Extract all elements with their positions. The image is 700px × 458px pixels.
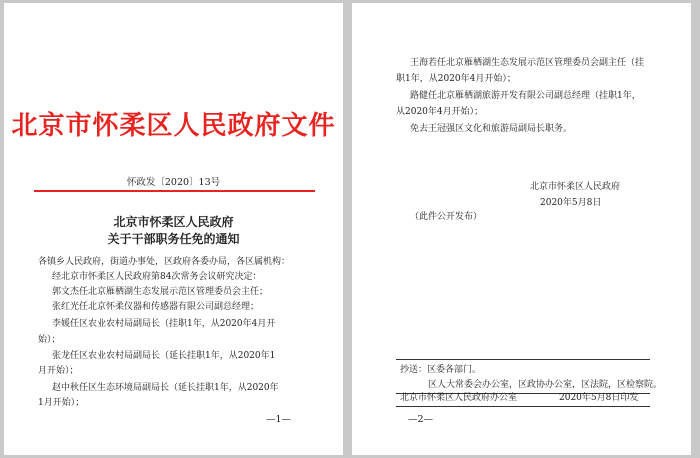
body-line: 职1年，从2020年4月开始）； [396,74,516,84]
red-divider-line [34,190,315,192]
issue-date: 2020年5月8日印发 [559,393,639,403]
cc-recipients: 抄送：区委各部门。 [400,365,482,375]
body-line: 月开始）； [38,366,79,376]
document-number: 怀政发〔2020〕13号 [126,177,221,188]
body-line: 赵中秋任区生态环境局副局长（延长挂职1年，从2020年 [52,383,279,393]
public-release-note: （此件公开发布） [410,212,483,222]
notice-title-line1: 北京市怀柔区人民政府 [113,215,234,229]
body-line: 始）； [38,335,61,345]
body-line: 从2020年4月开始）； [396,107,484,117]
signing-organization: 北京市怀柔区人民政府 [530,182,621,192]
document-page-2 [352,3,691,455]
signing-date: 2020年5月8日 [540,198,602,208]
body-line: 郭文杰任北京雁栖湖生态发展示范区管理委员会主任； [52,287,269,297]
cc-recipients-continued: 区人大常委会办公室，区政协办公室，区法院，区检察院。 [428,380,663,390]
page-number: —2— [408,414,434,425]
document-page-1 [4,3,343,455]
cc-top-rule [396,359,650,360]
body-line: 路健任北京雁栖湖旅游开发有限公司副总经理（挂职1年， [410,91,641,101]
red-header-title: 北京市怀柔区人民政府文件 [11,111,336,141]
body-line: 李媛任区农业农村局副局长（挂职1年，从2020年4月开 [52,319,276,329]
cc-bottom-rule [396,406,650,407]
body-line: 王海若任北京雁栖湖生态发展示范区管理委员会副主任（挂 [410,58,645,68]
body-line: 张红光任北京怀柔仪器和传感器有限公司副总经理； [52,302,260,312]
page-number: —1— [266,414,292,425]
body-line: 1月开始）； [38,398,85,408]
body-line: 各镇乡人民政府，街道办事处，区政府各委办局，各区属机构： [38,257,291,267]
body-line: 免去王冠强区文化和旅游局副局长职务。 [410,124,573,134]
body-line: 张龙任区农业农村局副局长（延长挂职1年，从2020年1 [52,351,276,361]
issuing-office: 北京市怀柔区人民政府办公室 [400,393,518,403]
notice-title-line2: 关于干部职务任免的通知 [107,232,240,246]
body-line: 经北京市怀柔区人民政府第84次常务会议研究决定： [52,272,262,282]
